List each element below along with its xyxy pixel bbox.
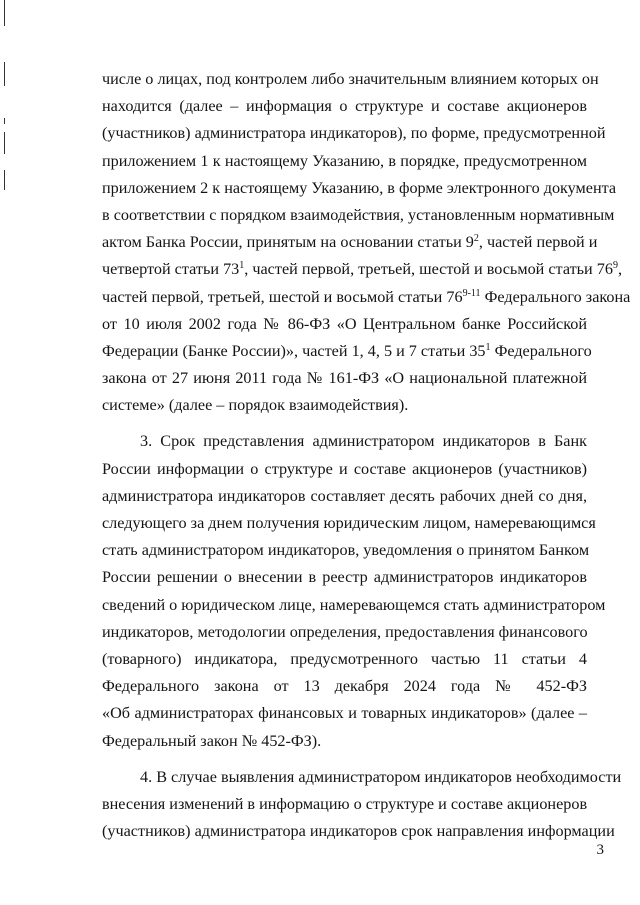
text-line: от 10 июля 2002 года № 86-ФЗ «О Центральном банке Российской: [102, 314, 587, 333]
scan-edge-mark: [4, 170, 5, 190]
text-line: в соответствии с порядком взаимодействия, установленным нормативным: [102, 205, 615, 224]
page-number: 3: [596, 842, 604, 858]
text-line: находится (далее – информация о структуре и составе акционеров: [102, 97, 587, 116]
text-line: [102, 338, 592, 365]
paragraph-4-first-line: 4. В случае выявления администратором индикаторов необходимости: [140, 767, 622, 786]
superscript: 1: [239, 260, 245, 272]
text-line: Федеральный закон № 452-ФЗ).: [102, 731, 322, 750]
text-line: [102, 229, 598, 256]
text-segment: актом Банка России, принятым на основании статьи 9: [102, 233, 474, 252]
text-line: закона от 27 июня 2011 года № 161-ФЗ «О национальной платежной: [102, 369, 587, 388]
text-line: «Об администраторах финансовых и товарных индикаторов» (далее –: [102, 704, 587, 723]
scan-edge-mark: [4, 132, 5, 154]
text-segment: , частей первой и: [478, 233, 598, 252]
text-segment: , частей первой, третьей, шестой и восьмой статьи 76: [244, 260, 613, 279]
text-line: сведений о юридическом лице, намеревающемся стать администратором: [102, 595, 606, 614]
superscript: 1: [485, 341, 491, 353]
text-line: Федерального закона от 13 декабря 2024 года № 452-ФЗ: [102, 677, 587, 696]
text-line: следующего за днем получения юридическим лицом, намеревающимся: [102, 514, 596, 532]
text-line: России решении о внесении в реестр администраторов индикаторов: [102, 568, 587, 587]
scan-edge-mark: [4, 0, 5, 26]
text-line: [102, 256, 622, 283]
paragraph-3-first-line: 3. Срок представления администратором индикаторов в Банк: [140, 432, 587, 451]
scan-edge-mark: [4, 62, 5, 86]
text-line: приложением 2 к настоящему Указанию, в форме электронного документа: [102, 178, 617, 197]
superscript: 2: [473, 233, 479, 245]
text-line: (товарного) индикатора, предусмотренного частью 11 статьи 4: [102, 649, 587, 668]
text-segment: частей первой, третьей, шестой и восьмой статьи 76: [102, 287, 463, 306]
text-line: индикаторов, методологии определения, предоставления финансового: [102, 622, 588, 641]
text-line: (участников) администратора индикаторов), по форме, предусмотренной: [102, 124, 606, 143]
text-line: (участников) администратора индикаторов срок направления информации: [102, 822, 615, 841]
text-line: числе о лицах, под контролем либо значительным влиянием которых он: [102, 70, 599, 88]
text-segment: ,: [617, 260, 622, 279]
superscript: 9: [612, 260, 618, 272]
body-text: [102, 66, 631, 845]
text-line: [102, 284, 631, 311]
text-line: приложением 1 к настоящему Указанию, в порядке, предусмотренном: [102, 151, 587, 170]
text-segment: Федерального закона: [480, 287, 631, 306]
text-segment: Федерации (Банке России)», частей 1, 4, 5 и 7 статьи 35: [102, 341, 486, 360]
text-line: системе» (далее – порядок взаимодействия).: [102, 396, 409, 415]
text-line: администратора индикаторов составляет десять рабочих дней со дня,: [102, 486, 587, 505]
text-segment: четвертой статьи 73: [102, 260, 240, 279]
scan-edge-mark: [4, 118, 5, 124]
text-line: внесения изменений в информацию о структуре и составе акционеров: [102, 794, 588, 813]
text-segment: Федерального: [490, 341, 592, 360]
superscript: 9-11: [462, 287, 481, 299]
text-line: России информации о структуре и составе акционеров (участников): [102, 459, 587, 478]
text-line: стать администратором индикаторов, уведомления о принятом Банком: [102, 541, 590, 560]
